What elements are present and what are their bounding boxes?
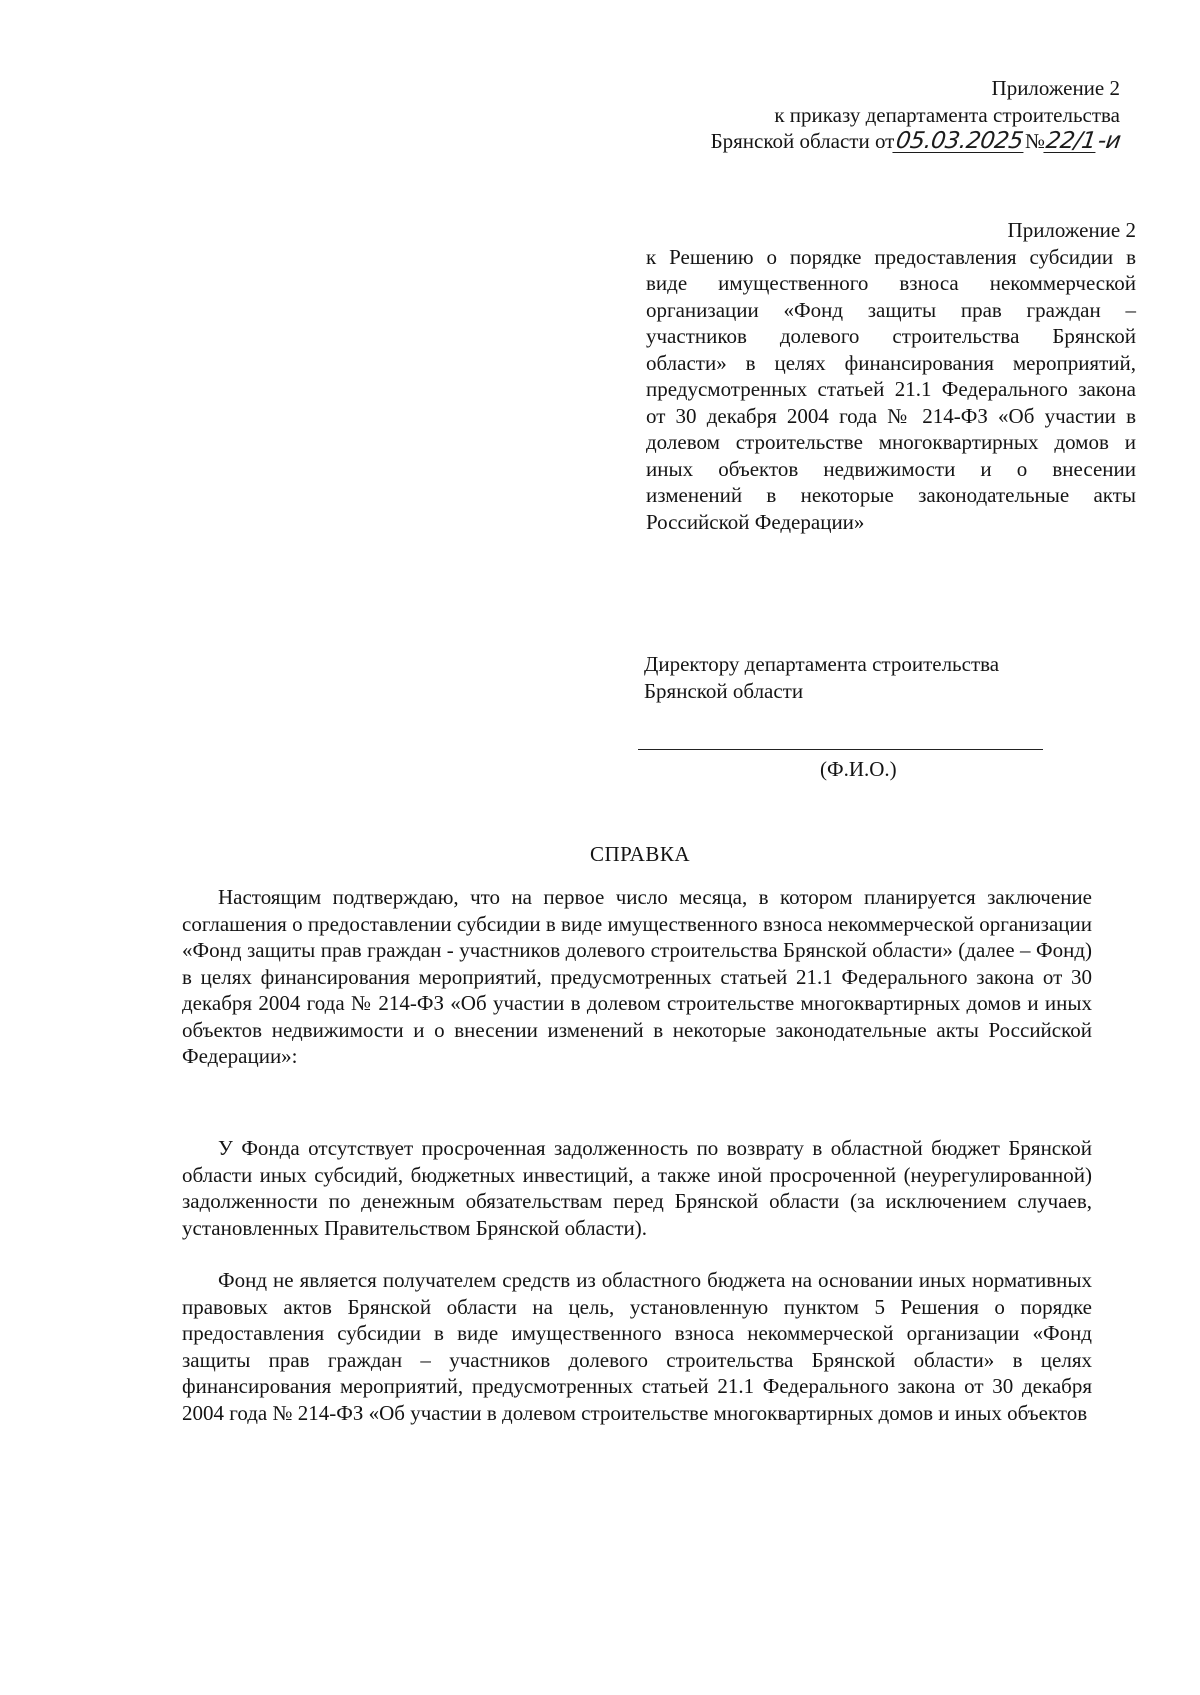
document-title: СПРАВКА <box>589 842 690 866</box>
handwritten-order-number: 22/1 <box>1044 128 1098 154</box>
order-date-number-line <box>560 128 1120 155</box>
addressee-block <box>644 651 1104 704</box>
decision-appendix-label: Приложение 2 <box>1007 218 1136 242</box>
paragraph-confirmation: Настоящим подтверждаю, что на первое число месяца, в котором планируется заключение соглашения о предоставлении субсидии в виде имущественного взноса некоммерческой организации «Фонд защиты прав граждан - участников долевого строительства Брянской области» (далее – Фонд) в целях финансирования мероприятий, предусмотренных статьей 21.1 Федерального закона от 30 декабря 2004 года № 214-ФЗ «Об участии в долевом строительстве многоквартирных домов и иных объектов недвижимости и о внесении изменений в некоторые законодательные акты Российской Федерации»: <box>182 885 1092 1068</box>
order-appendix-label: Приложение 2 <box>991 76 1120 100</box>
decision-appendix-block <box>646 217 1136 535</box>
handwritten-order-suffix: -и <box>1095 128 1122 154</box>
name-blank-line <box>638 749 1043 750</box>
order-reference: к приказу департамента строительства <box>774 102 1120 127</box>
order-region-prefix: Брянской области от <box>710 129 895 153</box>
fio-caption: (Ф.И.О.) <box>820 757 897 781</box>
paragraph-not-recipient: Фонд не является получателем средств из областного бюджета на основании иных нормативных правовых актов Брянской области на цель, установленную пунктом 5 Решения о порядке предоставления субсидии в виде имущественного взноса некоммерческой организации «Фонд защиты прав граждан – участников долевого строительства Брянской области» в целях финансирования мероприятий, предусмотренных статьей 21.1 Федерального закона от 30 декабря 2004 года № 214-ФЗ «Об участии в долевом строительстве многоквартирных домов и иных объектов <box>182 1268 1092 1425</box>
addressee-line-2: Брянской области <box>644 678 804 703</box>
handwritten-order-date: 05.03.2025 <box>894 128 1025 154</box>
paragraph-no-debt: У Фонда отсутствует просроченная задолженность по возврату в областной бюджет Брянской области иных субсидий, бюджетных инвестиций, а также иной просроченной (неурегулированной) задолженности по денежным обязательствам перед Брянской области (за исключением случаев, установленных Правительством Брянской области). <box>182 1136 1092 1240</box>
decision-appendix-text: к Решению о порядке предоставления субсидии в виде имущественного взноса некоммерческой организации «Фонд защиты прав граждан – участников долевого строительства Брянской области» в целях финансирования мероприятий, предусмотренных статьей 21.1 Федерального закона от 30 декабря 2004 года № 214-ФЗ «Об участии в долевом строительстве многоквартирных домов и иных объектов недвижимости и о внесении изменений в некоторые законодательные акты Российской Федерации» <box>646 244 1136 534</box>
number-sign: № <box>1025 129 1046 153</box>
order-appendix-header <box>560 75 1120 155</box>
addressee-line-1: Директору департамента строительства <box>644 652 1000 676</box>
